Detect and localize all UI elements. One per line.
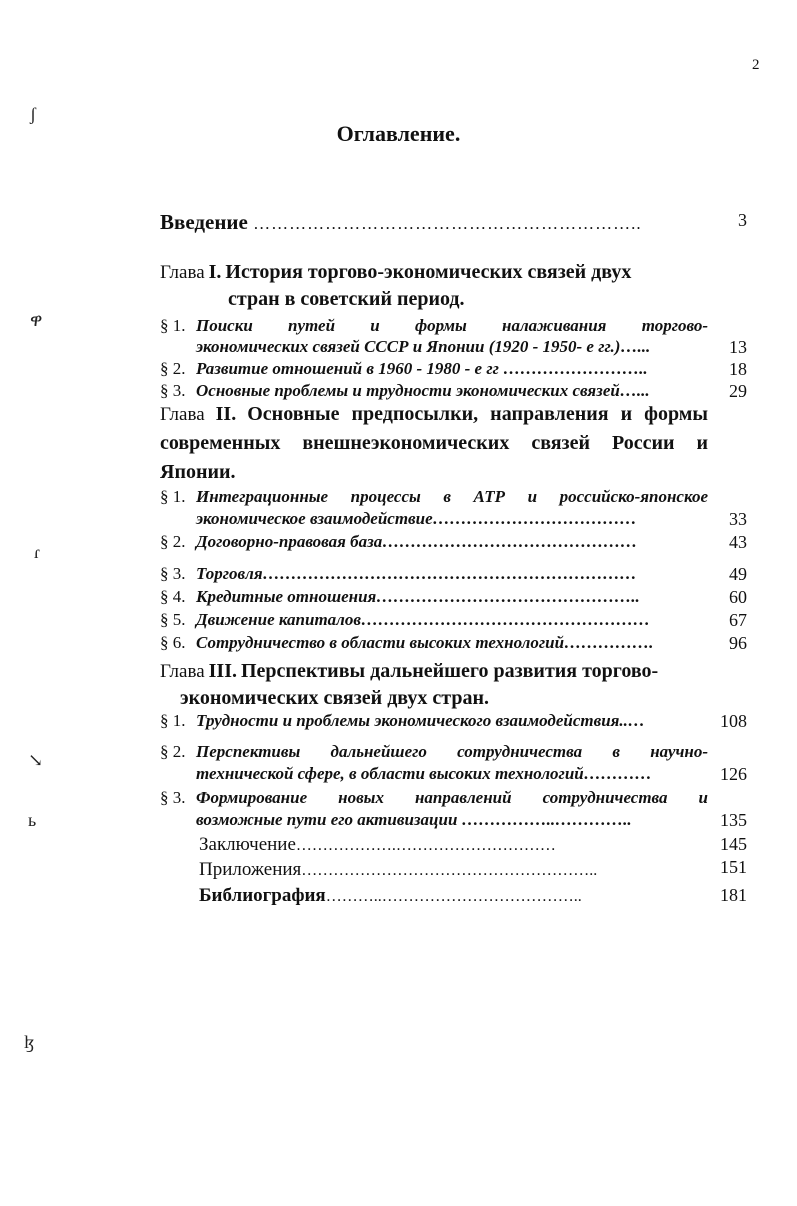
ch2-sec6-page: 96 xyxy=(729,633,747,653)
toc-intro xyxy=(160,210,642,235)
toc-conclusion xyxy=(199,834,556,856)
scan-mark: ɾ xyxy=(34,542,40,562)
toc-intro-dots: ……………………………………………………….. xyxy=(253,214,642,233)
ch2-sec3-num: § 3. xyxy=(160,564,186,583)
ch2-sec2-num: § 2. xyxy=(160,532,186,551)
page-number: 2 xyxy=(752,57,760,73)
ch2-sec2-page: 43 xyxy=(729,532,747,552)
ch2-sec1-page: 33 xyxy=(729,509,747,529)
chapter2-heading xyxy=(160,403,708,426)
toc-conclusion-label: Заключение xyxy=(199,834,296,855)
scan-mark: ዋ xyxy=(30,310,43,330)
ch1-sec3-line1: Основные проблемы и трудности экономических связей…... xyxy=(196,381,650,400)
chapter3-title-line2: экономических связей двух стран. xyxy=(180,687,490,709)
ch3-sec1-page: 108 xyxy=(720,711,747,731)
ch2-sec6-line1: Сотрудничество в области высоких технологий……………. xyxy=(196,633,654,652)
toc-conclusion-dots: ……………….………………………… xyxy=(295,837,556,854)
toc-appendices-page: 151 xyxy=(720,857,747,877)
chapter1-roman: I. xyxy=(208,261,222,283)
ch1-sec1-page: 13 xyxy=(729,337,747,357)
ch1-sec1-line2: экономических связей СССР и Японии (1920 - 1950- е гг.)…... xyxy=(196,337,651,356)
ch3-sec3-page: 135 xyxy=(720,810,747,830)
ch1-sec2-line1: Развитие отношений в 1960 - 1980 - е гг …………………….. xyxy=(196,359,648,378)
scan-mark: ɮ xyxy=(24,1032,35,1052)
ch1-sec2-num: § 2. xyxy=(160,359,186,378)
toc-appendices xyxy=(199,859,597,881)
ch1-sec1-line1: Поиски путей и формы налаживания торгово- xyxy=(196,316,708,335)
ch2-sec6-num: § 6. xyxy=(160,633,186,652)
ch3-sec1-line1: Трудности и проблемы экономического взаимодействия..… xyxy=(196,711,645,730)
ch3-sec2-line2: технической сфере, в области высоких технологий………… xyxy=(196,764,652,783)
ch3-sec1-num: § 1. xyxy=(160,711,186,730)
ch2-sec1-line2: экономическое взаимодействие……………………………… xyxy=(196,509,637,528)
ch1-sec1-num: § 1. xyxy=(160,316,186,335)
ch3-sec3-line1: Формирование новых направлений сотрудничества и xyxy=(196,788,708,807)
ch2-sec1-num: § 1. xyxy=(160,487,186,506)
chapter2-roman: II. xyxy=(215,403,237,425)
ch2-sec5-num: § 5. xyxy=(160,610,186,629)
toc-appendices-dots: ……………………………………………….. xyxy=(301,862,598,879)
chapter2-title-line3: Японии. xyxy=(160,461,236,483)
chapter3-title-line1: Перспективы дальнейшего развития торгово- xyxy=(240,660,659,682)
scan-mark: ↘ xyxy=(28,750,44,770)
chapter3-heading xyxy=(160,660,658,683)
chapter2-title-line2: современных внешнеэкономических связей России и xyxy=(160,432,708,454)
scan-mark: ʃ xyxy=(30,104,36,124)
ch2-sec5-page: 67 xyxy=(729,610,747,630)
chapter2-title-line1: Основные предпосылки, направления и формы xyxy=(247,403,709,425)
ch2-sec4-num: § 4. xyxy=(160,587,186,606)
chapter1-title-line1: История торгово-экономических связей двух xyxy=(225,261,632,283)
chapter3-roman: III. xyxy=(208,660,237,682)
ch2-sec1-line1: Интеграционные процессы в АТР и российско-японское xyxy=(196,487,708,506)
ch2-sec2-line1: Договорно-правовая база……………………………………… xyxy=(196,532,638,551)
page-title: Оглавление. xyxy=(336,121,461,146)
toc-conclusion-page: 145 xyxy=(720,834,747,854)
chapter1-title-line2: стран в советский период. xyxy=(228,288,465,310)
ch2-sec4-line1: Кредитные отношения……………………………………….. xyxy=(196,587,640,606)
ch2-sec3-page: 49 xyxy=(729,564,747,584)
scan-mark: ь xyxy=(28,810,37,830)
ch1-sec2-page: 18 xyxy=(729,359,747,379)
ch3-sec2-page: 126 xyxy=(720,764,747,784)
toc-bibliography xyxy=(199,885,582,907)
ch2-sec5-line1: Движение капиталов…………………………………………… xyxy=(196,610,651,629)
ch2-sec3-line1: Торговля………………………………………………………… xyxy=(196,564,637,583)
toc-appendices-label: Приложения xyxy=(199,859,302,880)
chapter3-label: Глава xyxy=(160,661,205,682)
chapter2-label: Глава xyxy=(160,404,205,425)
ch2-sec4-page: 60 xyxy=(729,587,747,607)
ch3-sec3-num: § 3. xyxy=(160,788,186,807)
ch1-sec3-page: 29 xyxy=(729,381,747,401)
toc-bibliography-page: 181 xyxy=(720,885,747,905)
ch3-sec2-num: § 2. xyxy=(160,742,186,761)
toc-intro-page: 3 xyxy=(738,210,747,230)
toc-bibliography-label: Библиография xyxy=(199,885,326,906)
chapter1-heading xyxy=(160,261,631,284)
chapter1-label: Глава xyxy=(160,262,205,283)
toc-bibliography-dots: ………..……………………………….. xyxy=(325,888,582,905)
ch3-sec2-line1: Перспективы дальнейшего сотрудничества в научно- xyxy=(196,742,708,761)
ch3-sec3-line2: возможные пути его активизации ……………..………….. xyxy=(196,810,632,829)
ch1-sec3-num: § 3. xyxy=(160,381,186,400)
toc-intro-label: Введение xyxy=(160,210,248,234)
